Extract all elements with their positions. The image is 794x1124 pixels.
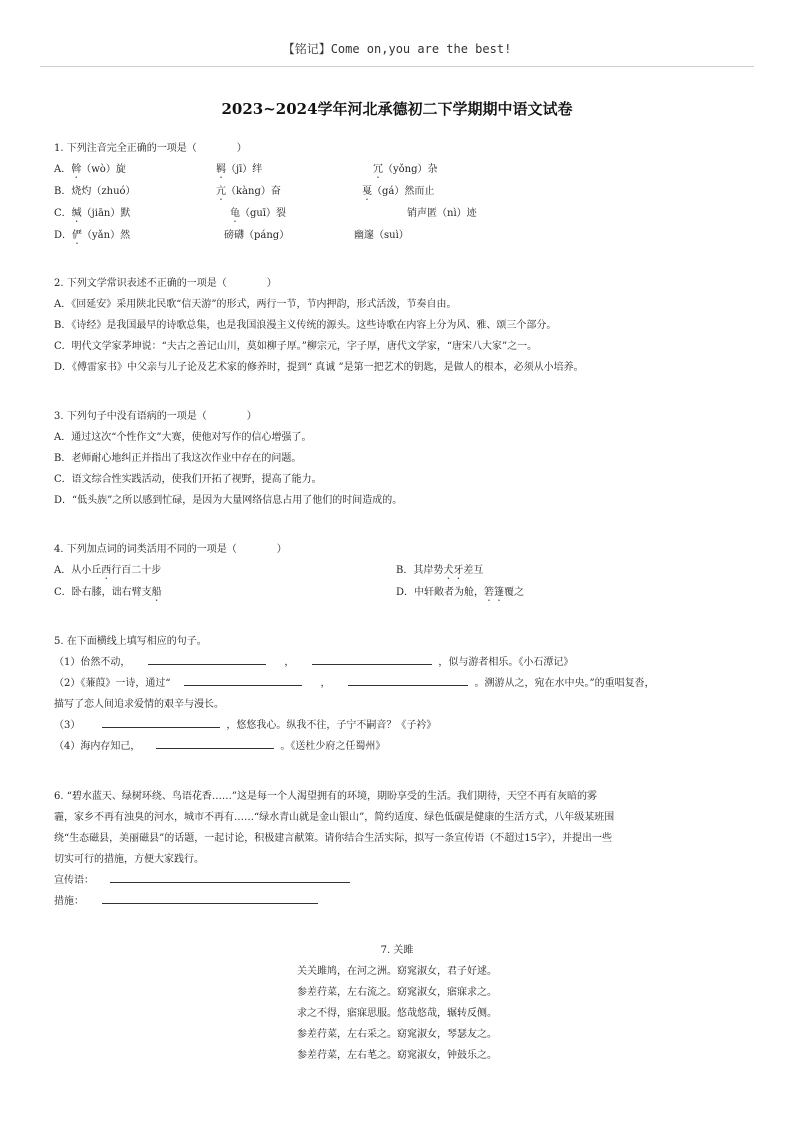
header-divider xyxy=(40,66,754,67)
question-2 xyxy=(54,273,744,378)
option-b: B．《诗经》是我国最早的诗歌总集，也是我国浪漫主义传统的源头。这些诗歌在内容上分为风、雅、颂三个部分。 xyxy=(54,320,557,331)
option-d: D．“低头族”之所以感到忙碌，是因为大量网络信息占用了他们的时间造成的。 xyxy=(54,495,403,506)
option-row xyxy=(54,203,744,225)
option-a: A．《回延安》采用陕北民歌“信天游”的形式，两行一节，节内押韵，形式活泼，节奏自由。 xyxy=(54,299,457,310)
poem-line: 求之不得，寤寐思服。悠哉悠哉，辗转反侧。 xyxy=(297,1008,497,1019)
answer-blank[interactable] xyxy=(312,652,432,665)
dotted-char: 斡 xyxy=(71,164,82,175)
slogan-line xyxy=(54,870,744,891)
option-text: 幽邃（suì） xyxy=(354,230,409,241)
answer-blank[interactable] xyxy=(348,673,468,686)
option-text: （kàng）奋 xyxy=(226,186,281,197)
question-paragraph: 霾，家乡不再有浊臭的河水，城市不再有……“绿水青山就是金山银山”，简约适度、绿色低碳是健康的生活方式，八年级某班围 xyxy=(54,812,615,823)
question-6 xyxy=(54,786,744,912)
option-text: （gá）然而止 xyxy=(372,186,435,197)
option-d: D．中轩敞者为舱，箬篷覆之 xyxy=(396,587,525,598)
question-paragraph: 切实可行的措施，方便大家践行。 xyxy=(54,854,204,865)
option-text: （yǒng）杂 xyxy=(383,164,438,175)
option-text: 磅礴（páng） xyxy=(224,230,290,241)
dotted-char: 俨 xyxy=(72,230,83,241)
dotted-char: 羁 xyxy=(216,164,226,175)
option-row xyxy=(54,159,744,181)
option-text: （yǎn）然 xyxy=(82,230,131,241)
poem-line: 参差荇菜，左右流之。窈窕淑女，寤寐求之。 xyxy=(297,987,497,998)
answer-blank[interactable] xyxy=(102,715,220,728)
exam-title: 2023~2024学年河北承德初二下学期期中语文试卷 xyxy=(221,100,573,118)
dotted-word: 船 xyxy=(151,587,162,598)
answer-blank[interactable] xyxy=(148,652,266,665)
dotted-word: 西 xyxy=(101,565,112,576)
question-1 xyxy=(54,138,744,247)
option-text: 销声匿（nì）迹 xyxy=(407,208,477,219)
option-c: C．明代文学家茅坤说：“夫古之善记山川，莫如柳子厚。”柳宗元，字子厚，唐代文学家，“唐宋八大家”之一。 xyxy=(54,341,538,352)
slogan-blank[interactable] xyxy=(110,870,350,883)
slogan-label: 宣传语： xyxy=(54,875,94,886)
option-letter: B． xyxy=(54,186,72,197)
dotted-word: 犬牙 xyxy=(443,565,464,576)
answer-blank[interactable] xyxy=(184,673,302,686)
question-5 xyxy=(54,631,744,757)
question-stem: 5. 在下面横线上填写相应的句子。 xyxy=(54,636,207,647)
fill-line-1: （1）佁然不动， ， ，似与游者相乐。《小石潭记》 xyxy=(54,652,744,673)
question-stem: 4. 下列加点词的词类活用不同的一项是（ ） xyxy=(54,544,287,555)
answer-blank[interactable] xyxy=(156,736,274,749)
dotted-word: 箬篷 xyxy=(484,587,505,598)
question-paragraph: 绕“生态磁县，美丽磁县”的话题，一起讨论，积极建言献策。请你结合生活实际，拟写一条宣传语（不超过15字），并提出一些 xyxy=(54,833,612,844)
option-text: 烧灼（zhuó） xyxy=(71,186,136,197)
option-text: （jiān）默 xyxy=(81,208,131,219)
dotted-char: 龟 xyxy=(230,208,240,219)
option-c: C．卧右膝，诎右臂支船 xyxy=(54,587,162,598)
fill-line-3: （3） ，悠悠我心。纵我不往，子宁不嗣音？《子衿》 xyxy=(54,715,744,736)
page-header-motto: 【铭记】Come on,you are the best! xyxy=(282,42,512,56)
fill-line-4: （4）海内存知己， 。《送杜少府之任蜀州》 xyxy=(54,736,744,757)
poem-title: 7. 关雎 xyxy=(380,945,414,956)
option-letter: A． xyxy=(54,164,72,175)
question-stem: 1. 下列注音完全正确的一项是（ ） xyxy=(54,143,247,154)
dotted-char: 冗 xyxy=(373,164,383,175)
dotted-char: 亢 xyxy=(216,186,226,197)
fill-line-2-cont: 描写了恋人间追求爱情的艰辛与漫长。 xyxy=(54,699,224,710)
option-text: （guī）裂 xyxy=(240,208,287,219)
poem-line: 关关雎鸠，在河之洲。窈窕淑女，君子好逑。 xyxy=(297,966,497,977)
option-row xyxy=(54,560,744,582)
option-b: B．其岸势犬牙差互 xyxy=(396,565,484,576)
option-text: （jī）绊 xyxy=(226,164,263,175)
measure-blank[interactable] xyxy=(102,891,318,904)
option-a: A．通过这次“个性作文”大赛，使他对写作的信心增强了。 xyxy=(54,432,312,443)
question-3 xyxy=(54,406,744,511)
option-row xyxy=(54,225,744,247)
option-row xyxy=(54,582,744,604)
dotted-char: 缄 xyxy=(71,208,82,219)
question-paragraph: 6. “碧水蓝天、绿树环绕、鸟语花香……”这是每一个人渴望拥有的环境，期盼享受的生活。我们期待，天空不再有灰暗的雾 xyxy=(54,791,597,802)
question-4 xyxy=(54,539,744,604)
question-stem: 3. 下列句子中没有语病的一项是（ ） xyxy=(54,411,257,422)
question-7-poem xyxy=(0,940,794,1066)
option-letter: C． xyxy=(54,208,72,219)
option-b: B．老师耐心地纠正并指出了我这次作业中存在的问题。 xyxy=(54,453,302,464)
measure-line xyxy=(54,891,744,912)
measure-label: 措施： xyxy=(54,896,84,907)
option-d: D．《傅雷家书》中父亲与儿子论及艺术家的修养时，提到“ 真诚 ”是第一把艺术的钥匙，是做人的根本，必须从小培养。 xyxy=(54,362,584,373)
option-text: （wò）旋 xyxy=(81,164,126,175)
question-stem: 2. 下列文学常识表述不正确的一项是（ ） xyxy=(54,278,277,289)
fill-line-2: （2）《蒹葭》一诗，通过“ ， 。溯游从之，宛在水中央。”的重唱复沓， xyxy=(54,673,744,694)
option-c: C．语文综合性实践活动，使我们开拓了视野，提高了能力。 xyxy=(54,474,322,485)
dotted-char: 戛 xyxy=(362,186,372,197)
option-letter: D． xyxy=(54,230,73,241)
poem-line: 参差荇菜，左右芼之。窈窕淑女，钟鼓乐之。 xyxy=(297,1050,497,1061)
option-row xyxy=(54,181,744,203)
option-a: A．从小丘西行百二十步 xyxy=(54,565,162,576)
poem-line: 参差荇菜，左右采之。窈窕淑女，琴瑟友之。 xyxy=(297,1029,497,1040)
